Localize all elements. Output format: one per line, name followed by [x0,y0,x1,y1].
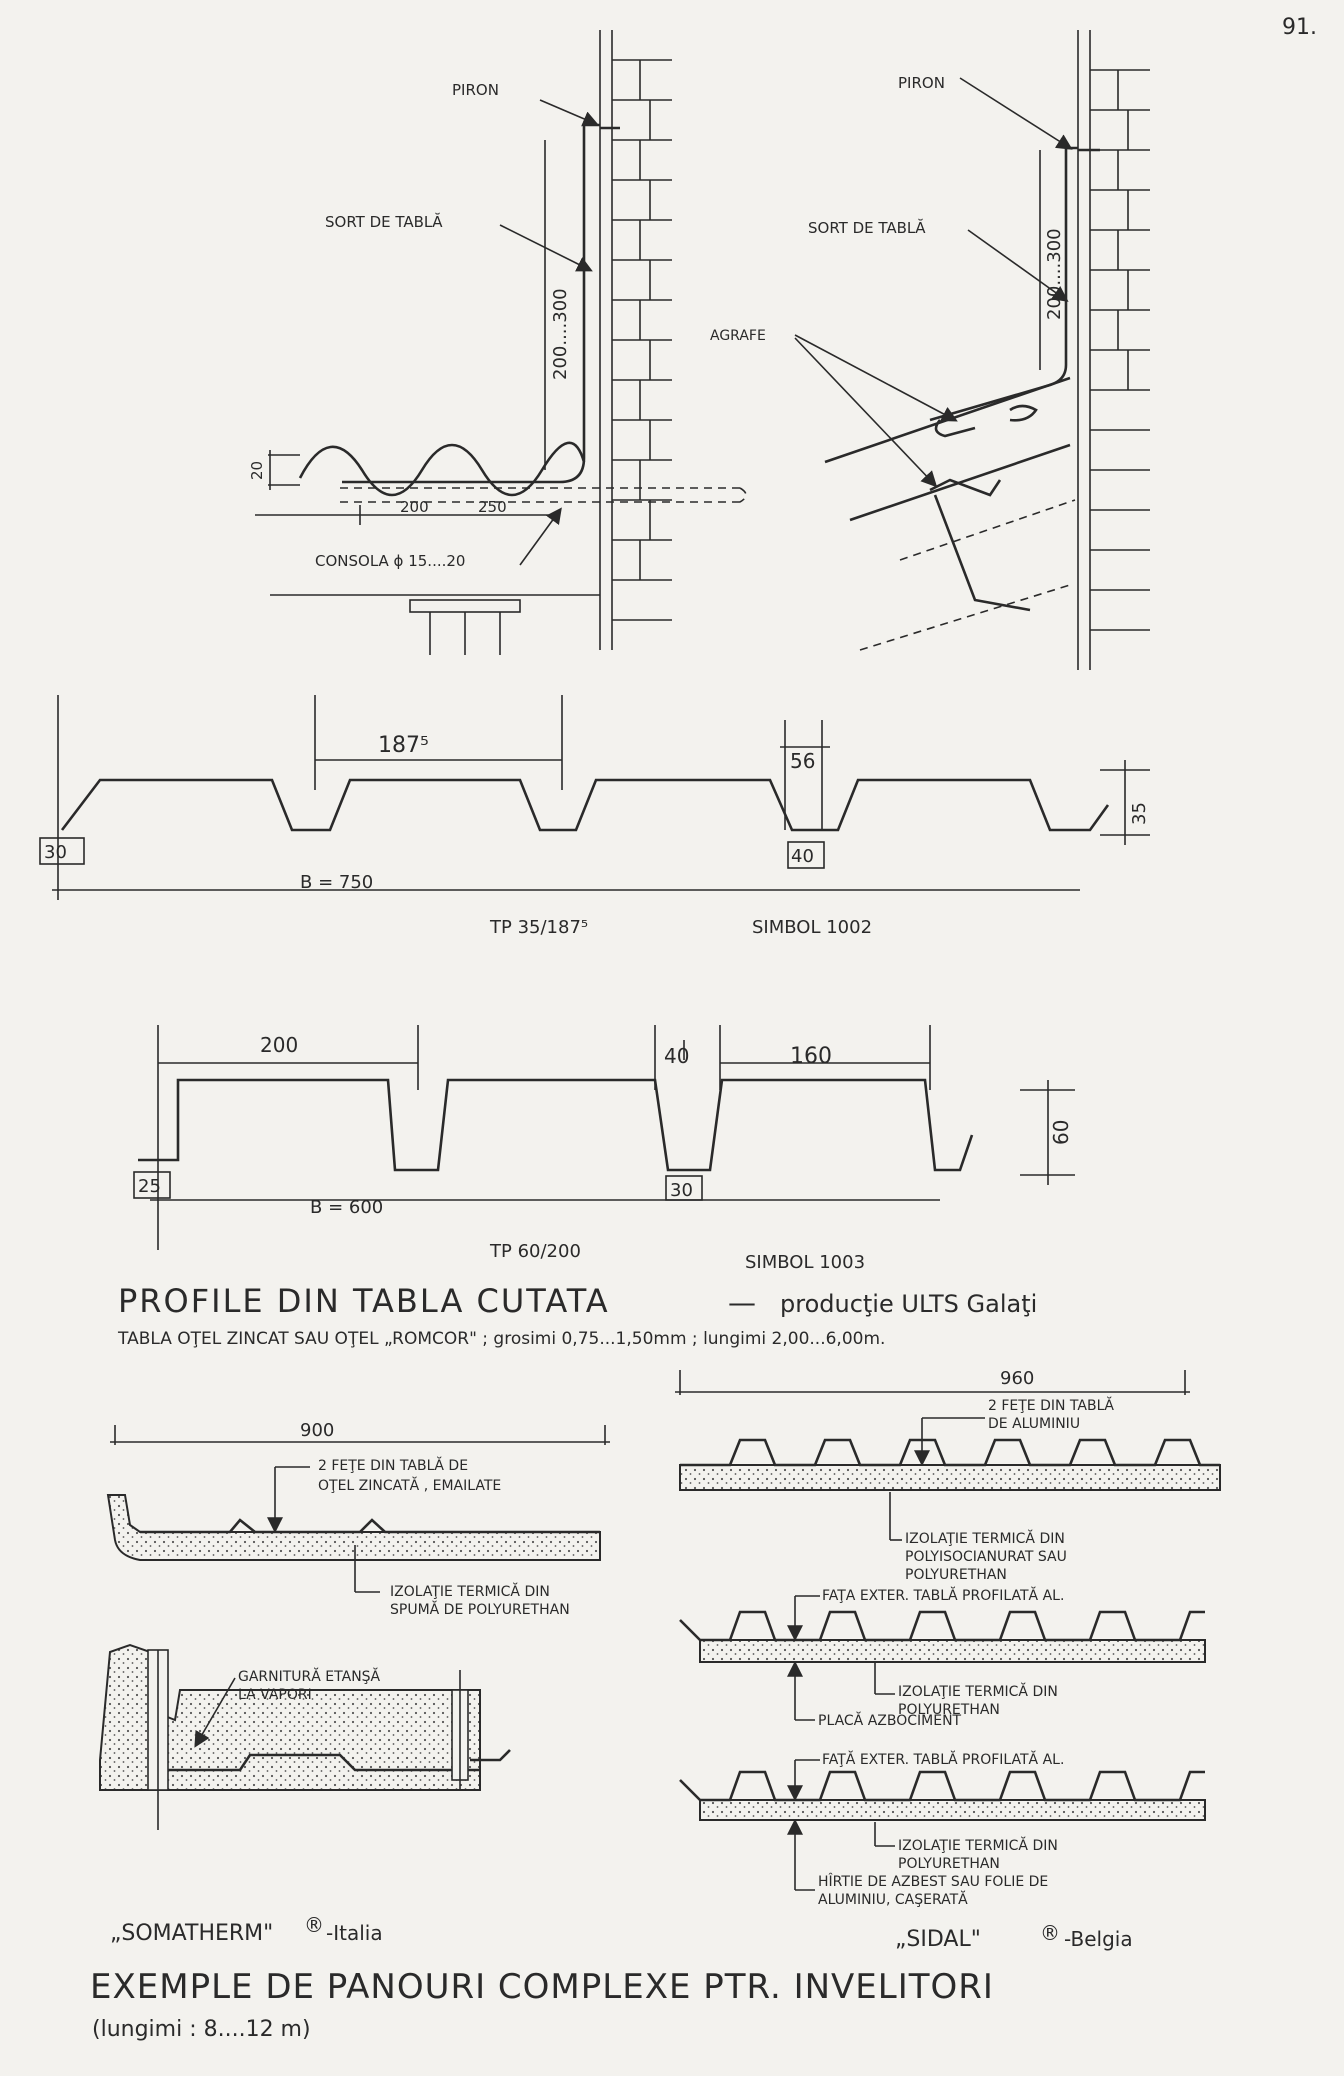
label-piron-right: PIRON [898,74,945,92]
sidal-panel-a [680,1465,1220,1490]
dim-200-300-left: 200....300 [550,288,571,380]
agrafe-clips [930,406,1036,610]
panel-somatherm [100,1420,610,1946]
title-producer: producţie ULTS Galaţi [780,1290,1038,1318]
sidal-panel-b [700,1640,1205,1662]
sidal-panel-c [700,1800,1205,1820]
dim-30-profile-1003: 30 [670,1180,693,1201]
page-number: 91. [1282,15,1317,40]
label-sort-right: SORT DE TABLĂ [808,219,926,237]
registered-mark-sidal: ® [1040,1921,1060,1945]
label-spuma-polyurethan: SPUMĂ DE POLYURETHAN [390,1602,570,1618]
sidal-a-label-fete: 2 FEŢE DIN TABLĂ [988,1398,1114,1414]
label-otel-zincata: OŢEL ZINCATĂ , EMAILATE [318,1478,502,1494]
dim-25: 25 [138,1176,161,1197]
label-agrafe: AGRAFE [710,328,766,344]
dim-200-left: 200 [400,498,429,516]
label-la-vapori: LA VAPORI [238,1687,312,1703]
profile-1003 [134,1025,1075,1273]
caption-tp-35: TP 35/187⁵ [490,917,589,938]
sidal-c-label-fata: FAŢĂ EXTER. TABLĂ PROFILATĂ AL. [822,1752,1065,1768]
dim-960: 960 [1000,1368,1035,1389]
dim-160: 160 [790,1044,832,1069]
sidal-a-label-aluminiu: DE ALUMINIU [988,1416,1081,1432]
sidal-b-label-placa: PLACĂ AZBOCIMENT [818,1713,962,1729]
label-izolatie-spuma: IZOLAŢIE TERMICĂ DIN [390,1584,550,1600]
footer-subtitle: (lungimi : 8....12 m) [92,2017,311,2042]
sidal-b-label-izolatie: IZOLAŢIE TERMICĂ DIN [898,1684,1058,1700]
dim-20-left: 20 [248,460,266,480]
sidal-a-label-polyurethan: POLYURETHAN [905,1567,1007,1583]
label-garnitura: GARNITURĂ ETANŞĂ [238,1669,381,1685]
brand-somatherm: „SOMATHERM" [110,1921,274,1946]
detail-left [248,30,746,655]
caption-simbol-1003: SIMBOL 1003 [745,1252,866,1273]
sidal-c-label-aluminiu: ALUMINIU, CAŞERATĂ [818,1892,968,1908]
dim-56: 56 [790,749,816,773]
registered-mark-somatherm: ® [304,1913,324,1937]
sidal-c-label-hirtie: HÎRTIE DE AZBEST SAU FOLIE DE [818,1874,1049,1890]
brick-wall-left [600,30,672,650]
panel-sidal [675,1368,1220,1952]
dim-60: 60 [1049,1119,1073,1145]
title-subtitle: TABLA OŢEL ZINCAT SAU OŢEL „ROMCOR" ; grosimi 0,75...1,50mm ; lungimi 2,00...6,00m. [118,1329,886,1349]
corrugated-sheet [300,443,584,495]
trapezoid-profile-1002 [62,780,1108,830]
title-profile-din-tabla: PROFILE DIN TABLA CUTATA [118,1282,610,1320]
sidal-a-label-izolatie: IZOLAŢIE TERMICĂ DIN [905,1531,1065,1547]
label-piron-left: PIRON [452,81,499,99]
dim-40-profile-1003: 40 [664,1044,690,1068]
sidal-a-label-polyisocianurat: POLYISOCIANURAT SAU [905,1549,1067,1565]
label-sort-left: SORT DE TABLĂ [325,213,443,231]
trapezoid-profile-1003 [138,1080,972,1170]
dim-250-left: 250 [478,498,507,516]
country-belgia: -Belgia [1064,1927,1133,1951]
sidal-c-label-polyurethan: POLYURETHAN [898,1856,1000,1872]
brand-sidal: „SIDAL" [895,1927,981,1952]
sidal-c-label-izolatie: IZOLAŢIE TERMICĂ DIN [898,1838,1058,1854]
dim-900: 900 [300,1420,335,1441]
dim-187-5: 187⁵ [378,733,429,758]
dim-b-600: B = 600 [310,1197,384,1218]
dim-200-profile-1003: 200 [260,1033,299,1057]
footer-title: EXEMPLE DE PANOURI COMPLEXE PTR. INVELITORI [90,1967,994,2007]
title-dash: — [728,1286,756,1319]
caption-tp-60: TP 60/200 [490,1241,581,1262]
detail-right [710,30,1150,670]
country-italia: -Italia [326,1921,383,1945]
sidal-b-label-polyurethan: POLYURETHAN [898,1702,1000,1718]
dim-b-750: B = 750 [300,872,374,893]
dim-30-profile-1002: 30 [44,842,67,863]
label-consola: CONSOLA ϕ 15....20 [315,552,466,570]
dim-40-profile-1002: 40 [791,846,814,867]
label-2-fete-tabla: 2 FEŢE DIN TABLĂ DE [318,1458,469,1474]
caption-simbol-1002: SIMBOL 1002 [752,917,873,938]
section-title [117,1282,1037,1349]
sandwich-panel-top [108,1495,600,1560]
profile-1002 [40,695,1150,938]
dim-200-300-right: 200....300 [1044,228,1065,320]
dim-35: 35 [1129,802,1150,825]
brick-wall-right [1078,30,1150,670]
roof-slope-lines [825,378,1070,520]
sidal-b-label-fata: FAŢA EXTER. TABLĂ PROFILATĂ AL. [822,1588,1065,1604]
